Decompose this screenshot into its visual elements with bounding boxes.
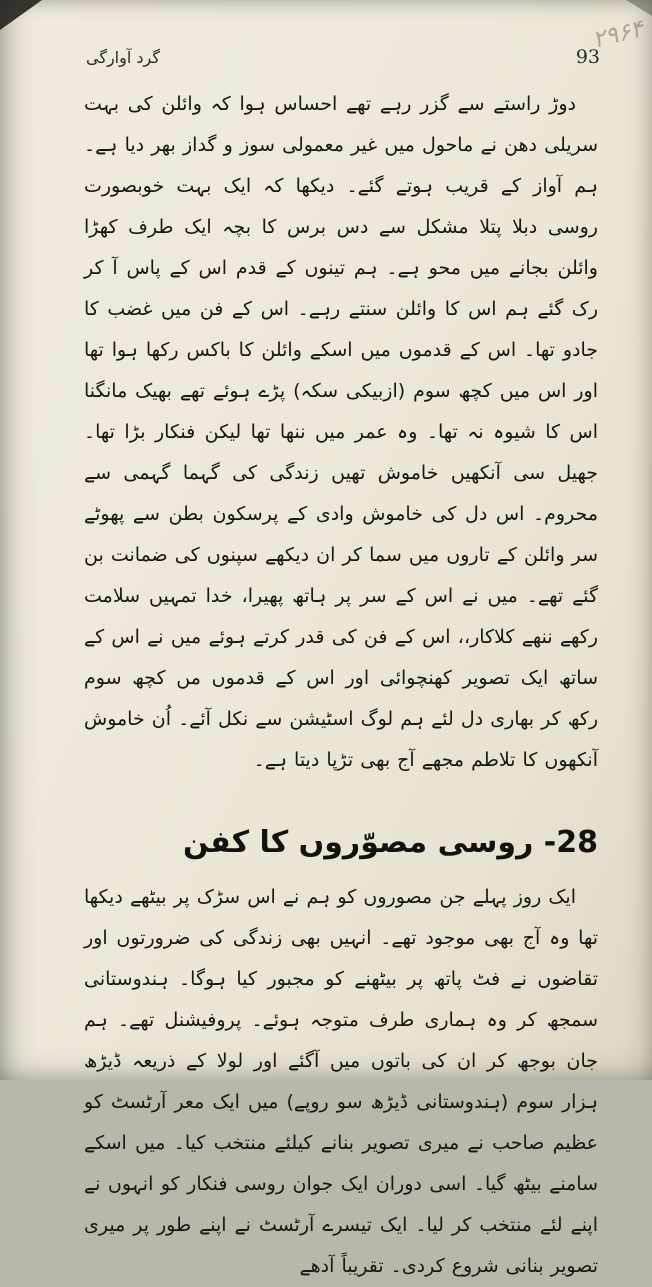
paragraph-russian-painters: ایک روز پہلے جن مصوروں کو ہم نے اس سڑک پر بیٹھے دیکھا تھا وہ آج بھی موجود تھے۔ انہیں بھی زندگی کی ضرورتوں اور تقاضوں نے فٹ پاتھ پر بیٹھنے کو مجبور کیا ہوگا۔ ہندوستانی سمجھ کر وہ ہماری طرف متوجہ ہوئے۔ پروفیشنل تھے۔ ہم جان بوجھ کر ان کی باتوں میں آگئے اور لولا کے ذریعہ ڈیڑھ ہزار سوم (ہندوستانی ڈیڑھ سو روپے) میں ایک معر آرٹسٹ کو عظیم صاحب نے میری تصویر بنانے کیلئے منتخب کیا۔ میں اسکے سامنے بیٹھ گیا۔ اسی دوران ایک جوان روسی فنکار کو انہوں نے اپنے لئے منتخب کر لیا۔ ایک تیسرے آرٹسٹ نے اپنے طور پر میری تصویر بنانی شروع کردی۔ تقریباً آدھے bbox=[84, 886, 598, 1277]
page-content bbox=[84, 84, 598, 1287]
page-header bbox=[86, 46, 600, 68]
chapter-heading: 28- روسی مصوّروں کا کفن bbox=[183, 825, 598, 860]
handwritten-annotation: ۲۹۶۴ bbox=[589, 14, 647, 54]
running-header-title: گرد آوارگی bbox=[86, 48, 160, 67]
page-number: 93 bbox=[575, 46, 600, 68]
paragraph-violin-boy: دوڑ راستے سے گزر رہے تھے احساس ہوا کہ وائلن کی بہت سریلی دھن نے ماحول میں غیر معمولی سوز و گداز بھر دیا ہے۔ ہم آواز کے قریب ہوتے گئے۔ دیکھا کہ ایک بہت خوبصورت روسی دبلا پتلا مشکل سے دس برس کا بچہ ایک طرف کھڑا وائلن بجانے میں محو ہے۔ ہم تینوں کے قدم اس کے پاس آ کر رک گئے ہم اس کا وائلن سنتے رہے۔ اس کے فن میں غضب کا جادو تھا۔ اس کے قدموں میں اسکے وائلن کا باکس رکھا ہوا تھا اور اس میں کچھ سوم (ازبیکی سکہ) پڑے ہوئے تھے بھیک مانگنا اس کا شیوہ نہ تھا۔ وہ عمر میں ننھا تھا لیکن فنکار بڑا تھا۔ جھیل سی آنکھیں خاموش تھیں زندگی کی گہما گہمی سے محروم۔ اس دل کی خاموش وادی کے پرسکون بطن سے پھوٹے سر وائلن کے تاروں میں سما کر ان دیکھے سپنوں کی ضمانت بن گئے تھے۔ میں نے اس کے سر پر ہاتھ پھیرا، خدا تمہیں سلامت رکھے ننھے کلاکار،، اس کے فن کی قدر کرتے ہوئے میں نے اس کے ساتھ ایک تصویر کھنچوائی اور اس کے قدموں مں کچھ سوم رکھ کر بھاری دل لئے ہم لوگ اسٹیشن سے نکل آئے۔ اُن خاموش آنکھوں کا تلاطم مجھے آج بھی تڑپا دیتا ہے۔ bbox=[84, 93, 598, 771]
scan-corner-shadow-top-left bbox=[0, 0, 42, 30]
